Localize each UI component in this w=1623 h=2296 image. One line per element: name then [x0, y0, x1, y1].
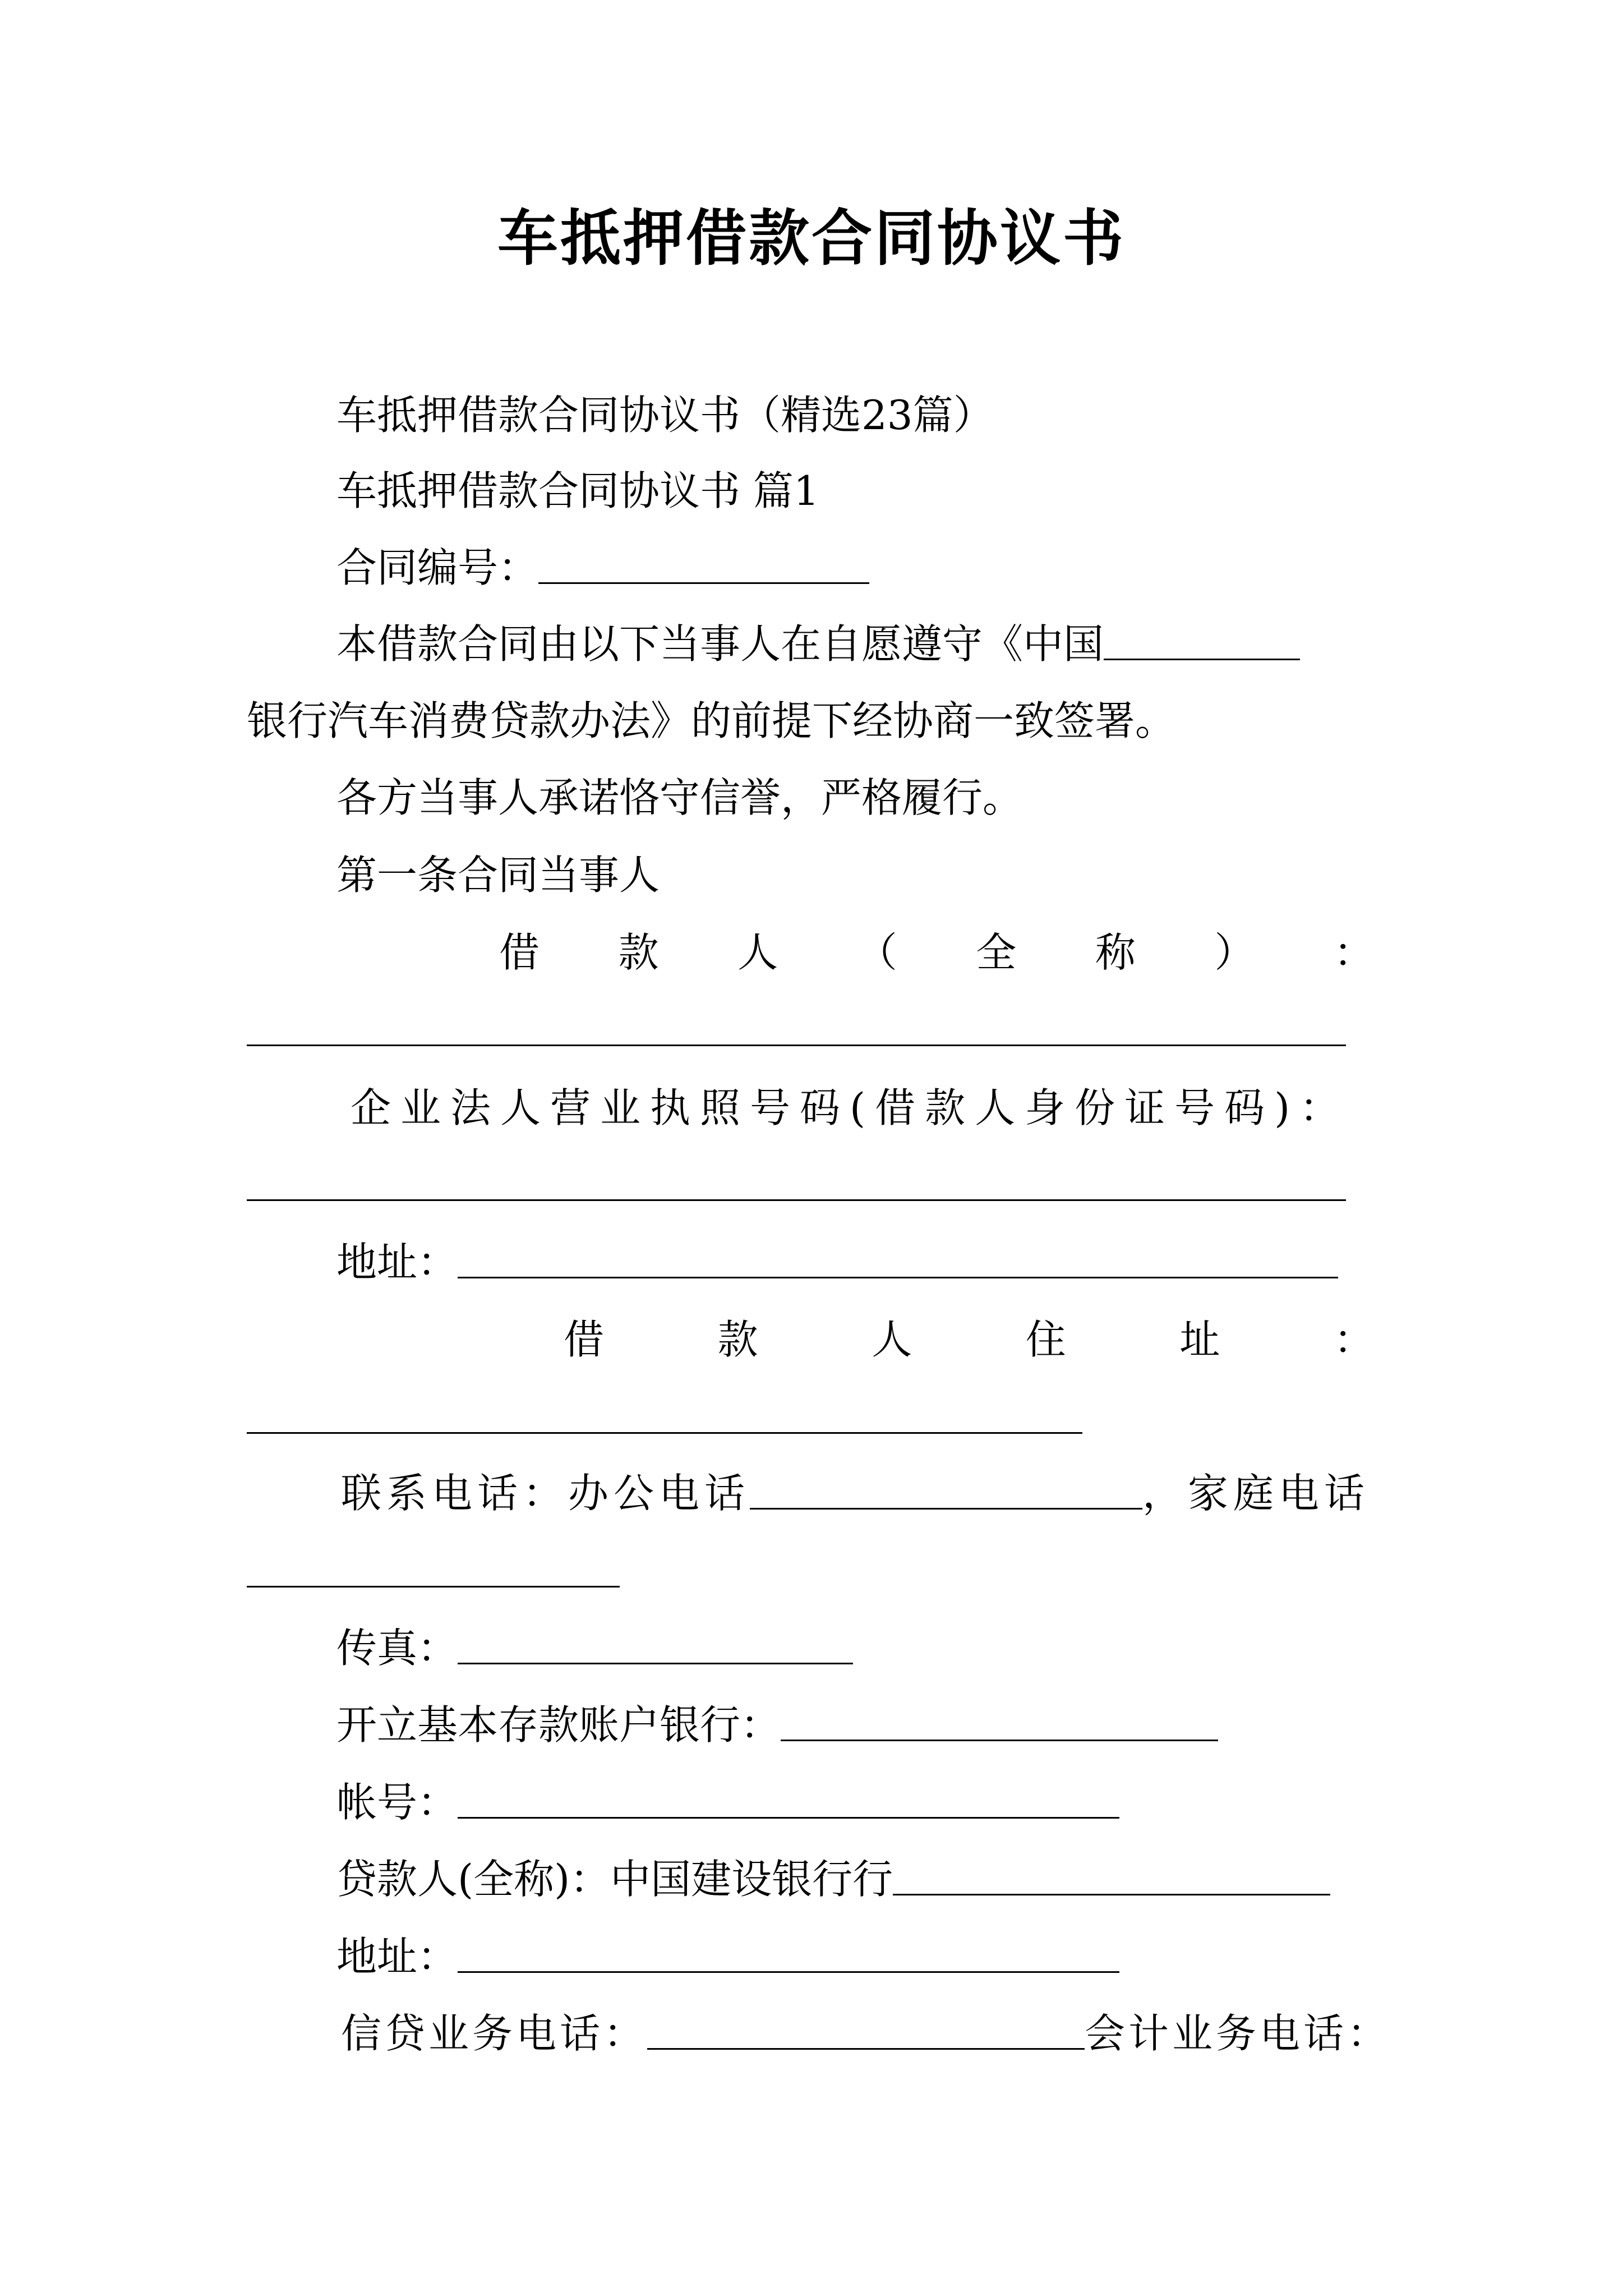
- account-label: 帐号：: [336, 1779, 458, 1826]
- credit-phone-blank: [647, 2005, 1085, 2050]
- lender-address-blank: [458, 1929, 1119, 1973]
- bank-row: [336, 1697, 1218, 1753]
- accounting-phone-label: 会计业务电话：: [1085, 2010, 1391, 2057]
- office-phone-label: 联系电话：办公电话: [341, 1470, 750, 1517]
- home-phone-label: ，家庭电话: [1142, 1470, 1370, 1517]
- fax-label: 传真：: [336, 1625, 458, 1672]
- borrower-residence-label: 借 款 人 住 址 ：: [564, 1316, 1374, 1363]
- bank-blank: [781, 1697, 1218, 1741]
- account-row: [336, 1774, 1119, 1830]
- commitment-text: 各方当事人承诺恪守信誉，严格履行。: [336, 774, 1023, 821]
- subtitle: 车抵押借款合同协议书（精选23篇）: [336, 392, 994, 439]
- lender-label: 贷款人(全称)：中国建设银行行: [336, 1856, 893, 1903]
- lender-address-label: 地址：: [336, 1933, 458, 1980]
- fax-blank: [458, 1620, 853, 1664]
- phone-row: [341, 1465, 1370, 1521]
- address-label: 地址：: [336, 1239, 458, 1286]
- address-row: [336, 1234, 1338, 1290]
- fax-row: [336, 1620, 853, 1676]
- office-phone-blank: [750, 1465, 1142, 1510]
- credit-phone-label: 信贷业务电话：: [341, 2010, 648, 2057]
- license-number-blank: [247, 1199, 1346, 1201]
- bank-name-blank: [1104, 616, 1300, 660]
- intro-line-2: 银行汽车消费贷款办法》的前提下经协商一致签署。: [247, 697, 1176, 744]
- address-blank: [458, 1234, 1338, 1278]
- contract-number-blank: [538, 540, 869, 584]
- lender-blank: [893, 1851, 1330, 1895]
- part-heading: 车抵押借款合同协议书 篇1: [336, 467, 819, 514]
- license-number-label: 企业法人营业执照号码(借款人身份证号码)：: [351, 1084, 1350, 1131]
- lender-address-row: [336, 1929, 1119, 1985]
- borrower-name-label: 借 款 人 （ 全 称 ） ：: [499, 929, 1374, 976]
- intro-line-1: [336, 616, 1300, 672]
- account-blank: [458, 1774, 1119, 1819]
- contract-number-label: 合同编号：: [336, 544, 539, 591]
- borrower-name-blank: [247, 1045, 1346, 1046]
- home-phone-blank: [247, 1586, 620, 1588]
- residence-blank: [247, 1432, 1082, 1434]
- document-title: 车抵押借款合同协议书: [497, 203, 1126, 274]
- intro-text-a: 本借款合同由以下当事人在自愿遵守《中国: [336, 620, 1104, 668]
- business-phone-row: [341, 2005, 1391, 2062]
- article-1-heading: 第一条合同当事人: [336, 852, 660, 899]
- contract-number-row: [336, 540, 869, 596]
- bank-label: 开立基本存款账户银行：: [336, 1701, 781, 1749]
- lender-row: [336, 1851, 1330, 1907]
